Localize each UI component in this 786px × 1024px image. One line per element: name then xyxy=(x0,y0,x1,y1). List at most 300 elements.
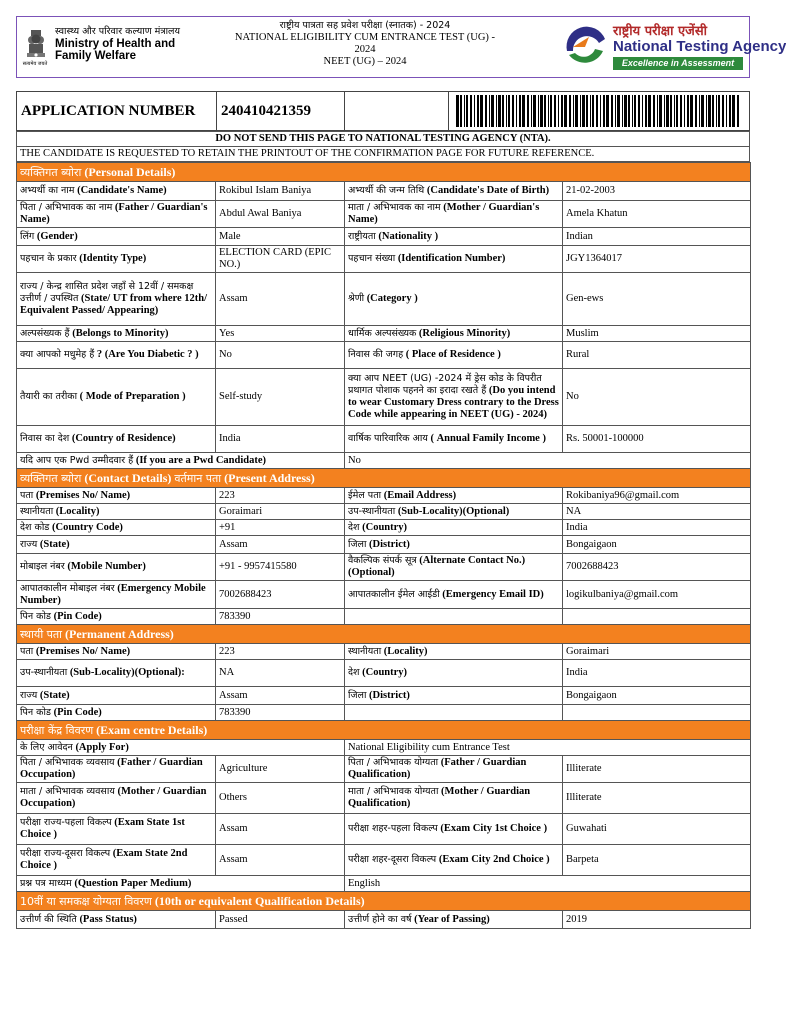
section-permanent-address xyxy=(17,625,751,644)
qualification-row-value-1: Passed xyxy=(216,911,345,929)
section-qualification-title xyxy=(17,892,751,911)
contact-row-value-1: Goraimari xyxy=(216,504,345,520)
medium-row-label-english: (Question Paper Medium) xyxy=(74,877,192,889)
section-qualification xyxy=(17,892,751,911)
personal-row-label-2-hindi: धार्मिक अल्पसंख्यक xyxy=(348,327,417,339)
qualification-row xyxy=(17,911,751,929)
personal-row-label-2-hindi: श्रेणी xyxy=(348,293,365,304)
exam-row-label-2-english: (Exam City 2nd Choice ) xyxy=(438,854,550,865)
barcode-bar xyxy=(498,95,501,127)
personal-row-label-2-english: (Mother / Guardian's Name) xyxy=(348,202,540,225)
section-personal-details-title-part-0: व्यक्तिगत ब्योरा xyxy=(20,165,82,179)
barcode-bar xyxy=(708,95,711,127)
qualification-row-label-1-english: (Pass Status) xyxy=(79,913,137,925)
exam-row xyxy=(17,783,751,814)
personal-row-value-1: Rokibul Islam Baniya xyxy=(216,182,345,201)
qualification-row-label-2-english: (Year of Passing) xyxy=(414,913,490,925)
personal-row-label-2-english: ( Annual Family Income ) xyxy=(430,433,546,444)
barcode-bar xyxy=(554,95,556,127)
application-number-spacer xyxy=(345,92,449,130)
permanent-row-label-1 xyxy=(17,705,216,721)
ministry-name-english-1: Ministry of Health and xyxy=(55,38,176,50)
barcode-bar xyxy=(648,95,651,127)
personal-row-label-2-hindi: क्या आप NEET (UG) -2024 में ड्रेस कोड के विपरीत प्रथागत पोशाक पहनने का इरादा रखते हैं xyxy=(348,373,542,396)
personal-row-label-1-hindi: अल्पसंख्यक हैं xyxy=(20,327,70,339)
contact-row-label-1 xyxy=(17,488,216,504)
personal-row-value-1: No xyxy=(216,342,345,369)
barcode-bar xyxy=(466,95,468,127)
permanent-row-label-1-hindi: पता xyxy=(20,645,34,657)
barcode-bar xyxy=(508,95,510,127)
barcode-image xyxy=(454,95,744,127)
barcode-bar xyxy=(527,95,529,127)
personal-row xyxy=(17,326,751,342)
contact-row-label-1-hindi: स्थानीयता xyxy=(20,505,54,517)
contact-row-label-2-hindi: उप-स्थानीयता xyxy=(348,505,396,517)
section-permanent-address-title-part-0: स्थायी पता xyxy=(20,627,63,641)
exam-row-label-1 xyxy=(17,756,216,783)
barcode-bar xyxy=(548,95,549,127)
contact-row-label-1-english: (Country Code) xyxy=(52,521,123,533)
barcode-bar xyxy=(550,95,552,127)
section-contact-details-title-part-2: वर्तमान पता xyxy=(174,471,222,485)
exam-row-label-2-english: (Exam City 1st Choice ) xyxy=(440,823,548,834)
personal-row-label-2 xyxy=(345,182,563,201)
barcode-bar xyxy=(632,95,633,127)
barcode-bar xyxy=(590,95,591,127)
personal-row xyxy=(17,342,751,369)
contact-row-label-1 xyxy=(17,609,216,625)
personal-row-label-1 xyxy=(17,228,216,246)
medium-row-value: English xyxy=(345,876,751,892)
contact-row-label-1 xyxy=(17,504,216,520)
section-qualification-title-part-1: (10th or equivalent Qualification Details) xyxy=(154,893,365,908)
barcode-bar xyxy=(480,95,483,127)
notice-table xyxy=(16,131,750,162)
barcode-bar xyxy=(586,95,588,127)
barcode-bar xyxy=(653,95,655,127)
personal-row-label-1-hindi: लिंग xyxy=(20,230,35,242)
exam-row-label-2-hindi: पिता / अभिभावक योग्यता xyxy=(348,757,439,768)
contact-row-value-2: India xyxy=(563,520,751,536)
barcode-bar xyxy=(615,95,616,127)
barcode-bar xyxy=(558,95,559,127)
permanent-row-label-1-english: (Pin Code) xyxy=(53,706,102,718)
contact-row-value-1: Assam xyxy=(216,536,345,554)
barcode-bar xyxy=(533,95,536,127)
section-contact-details-title-part-0: व्यक्तिगत ब्योरा xyxy=(20,471,82,485)
barcode-bar xyxy=(659,95,662,127)
contact-row-label-1-english: (Premises No/ Name) xyxy=(35,489,131,501)
barcode-bar xyxy=(596,95,598,127)
barcode-bar xyxy=(540,95,543,127)
permanent-row-label-1-hindi: उप-स्थानीयता xyxy=(20,667,68,678)
barcode-bar xyxy=(573,95,574,127)
personal-row-value-1: India xyxy=(216,426,345,453)
contact-row-label-2 xyxy=(345,520,563,536)
section-exam-centre xyxy=(17,721,751,740)
barcode-bar xyxy=(600,95,601,127)
personal-row xyxy=(17,369,751,426)
permanent-row-label-1-english: (State) xyxy=(39,689,70,701)
personal-row-value-2: 21-02-2003 xyxy=(563,182,751,201)
exam-row-label-1 xyxy=(17,783,216,814)
barcode-bar xyxy=(712,95,714,127)
personal-row-label-1 xyxy=(17,246,216,273)
personal-row-label-1-english: (State/ UT from where 12th/ Equivalent Passed/ Appearing) xyxy=(20,293,208,316)
personal-row-label-2 xyxy=(345,426,563,453)
permanent-row-label-1-english: (Premises No/ Name) xyxy=(35,645,131,657)
barcode-bar xyxy=(701,95,704,127)
personal-row-label-2-hindi: अभ्यर्थी की जन्म तिथि xyxy=(348,185,425,196)
apply-for-row-value: National Eligibility cum Entrance Test xyxy=(345,740,751,756)
exam-row-label-2-hindi: परीक्षा शहर-दूसरा विकल्प xyxy=(348,854,437,865)
barcode-bar xyxy=(477,95,479,127)
exam-row-value-1: Others xyxy=(216,783,345,814)
permanent-row-value-2: Goraimari xyxy=(563,644,751,660)
personal-row-label-2-english: (Religious Minority) xyxy=(418,327,511,339)
nta-name-english: National Testing Agency xyxy=(613,38,786,55)
barcode-bar xyxy=(670,95,672,127)
exam-row-label-1-hindi: परीक्षा राज्य-दूसरा विकल्प xyxy=(20,848,111,859)
barcode-bar xyxy=(522,95,525,127)
permanent-row-label-2-hindi: जिला xyxy=(348,689,367,701)
qualification-row-label-2-hindi: उत्तीर्ण होने का वर्ष xyxy=(348,913,412,925)
contact-row-value-2 xyxy=(563,609,751,625)
permanent-row-label-1 xyxy=(17,660,216,687)
section-contact-details-title xyxy=(17,469,751,488)
contact-row-label-1-english: (Mobile Number) xyxy=(67,561,146,572)
personal-row-label-1-english: (Gender) xyxy=(36,230,78,242)
contact-row-label-1-english: (Pin Code) xyxy=(53,610,102,622)
section-qualification-title-part-0: 10वीं या समकक्ष योग्यता विवरण xyxy=(20,894,152,908)
contact-row-label-1-hindi: पिन कोड xyxy=(20,610,51,622)
permanent-row-label-2-english: (District) xyxy=(369,689,410,701)
personal-row-value-1: Abdul Awal Baniya xyxy=(216,201,345,228)
barcode-bar xyxy=(687,95,689,127)
contact-row xyxy=(17,520,751,536)
personal-row-label-2-hindi: पहचान संख्या xyxy=(348,253,396,264)
section-exam-centre-title-part-1: (Exam centre Details) xyxy=(96,722,208,737)
contact-row-label-2-hindi: वैकल्पिक संपर्क सूत्र xyxy=(348,555,417,566)
barcode-bar xyxy=(544,95,546,127)
barcode-bar xyxy=(664,95,665,127)
barcode-bar xyxy=(456,95,459,127)
barcode-bar xyxy=(575,95,578,127)
contact-row-value-2: NA xyxy=(563,504,751,520)
personal-row-label-1-hindi: अभ्यर्थी का नाम xyxy=(20,185,75,196)
personal-row-value-2: No xyxy=(563,369,751,426)
permanent-row-label-2 xyxy=(345,660,563,687)
barcode-bar xyxy=(519,95,521,127)
personal-row-label-1 xyxy=(17,369,216,426)
exam-row-value-1: Assam xyxy=(216,845,345,876)
exam-row-label-1-english: (Exam State 2nd Choice ) xyxy=(20,848,188,871)
personal-row-label-1-english: ? (Are You Diabetic ? ) xyxy=(96,349,199,360)
permanent-row-value-1: NA xyxy=(216,660,345,687)
exam-title-english-3: NEET (UG) – 2024 xyxy=(323,56,407,67)
apply-for-row-label-hindi: के लिए आवेदन xyxy=(20,741,73,753)
exam-title xyxy=(213,20,517,68)
pwd-row-label xyxy=(17,453,345,469)
nta-tagline: Excellence in Assessment xyxy=(613,57,743,70)
barcode-bar xyxy=(718,95,720,127)
personal-row-label-1 xyxy=(17,426,216,453)
exam-row-label-2 xyxy=(345,814,563,845)
barcode-bar xyxy=(684,95,685,127)
barcode-bar xyxy=(582,95,585,127)
barcode-bar xyxy=(580,95,581,127)
personal-row-value-2: Muslim xyxy=(563,326,751,342)
barcode-bar xyxy=(624,95,627,127)
permanent-row xyxy=(17,644,751,660)
permanent-row-label-1 xyxy=(17,644,216,660)
barcode-bar xyxy=(485,95,487,127)
contact-row-value-1: +91 xyxy=(216,520,345,536)
barcode-bar xyxy=(657,95,658,127)
contact-row xyxy=(17,536,751,554)
ministry-name-english-2: Family Welfare xyxy=(55,50,136,62)
permanent-row-label-2 xyxy=(345,705,563,721)
permanent-row-value-1: 783390 xyxy=(216,705,345,721)
pwd-row-value: No xyxy=(345,453,751,469)
barcode-bar xyxy=(561,95,563,127)
contact-row-label-2 xyxy=(345,504,563,520)
personal-row-label-1-hindi: निवास का देश xyxy=(20,433,70,444)
permanent-row-label-1-hindi: पिन कोड xyxy=(20,706,51,718)
personal-row-label-1-english: (Identity Type) xyxy=(79,253,147,264)
barcode-bar xyxy=(642,95,643,127)
permanent-row-label-1 xyxy=(17,687,216,705)
barcode-bar xyxy=(611,95,613,127)
exam-row-value-2: Barpeta xyxy=(563,845,751,876)
exam-row-label-1-hindi: पिता / अभिभावक व्यवसाय xyxy=(20,757,115,768)
contact-row xyxy=(17,581,751,609)
permanent-row-label-2 xyxy=(345,687,563,705)
contact-row xyxy=(17,554,751,581)
permanent-row-label-1-english: (Sub-Locality)(Optional): xyxy=(69,667,185,678)
qualification-row-label-1 xyxy=(17,911,216,929)
personal-row-label-2-hindi: वार्षिक पारिवारिक आय xyxy=(348,433,428,444)
barcode-bar xyxy=(502,95,504,127)
contact-row-label-2-english: (Emergency Email ID) xyxy=(442,588,544,600)
exam-row-label-1 xyxy=(17,845,216,876)
national-emblem-icon xyxy=(23,27,49,65)
permanent-row-value-2 xyxy=(563,705,751,721)
permanent-row xyxy=(17,687,751,705)
permanent-row-label-2-hindi: स्थानीयता xyxy=(348,645,382,657)
personal-row-value-1: Self-study xyxy=(216,369,345,426)
personal-row-label-1 xyxy=(17,273,216,326)
section-personal-details-title-part-1: (Personal Details) xyxy=(84,164,176,179)
medium-row-label xyxy=(17,876,345,892)
exam-row-label-2-hindi: माता / अभिभावक योग्यता xyxy=(348,786,439,797)
contact-row-label-2-hindi: आपातकालीन ईमेल आईडी xyxy=(348,588,440,600)
personal-row-value-1: ELECTION CARD (EPIC NO.) xyxy=(216,246,345,273)
personal-row-label-2 xyxy=(345,201,563,228)
personal-row-value-2: Gen-ews xyxy=(563,273,751,326)
exam-title-english-1: NATIONAL ELIGIBILITY CUM ENTRANCE TEST (UG) - xyxy=(234,32,496,43)
personal-row xyxy=(17,426,751,453)
exam-row-label-1-hindi: परीक्षा राज्य-पहला विकल्प xyxy=(20,817,112,828)
barcode-bar xyxy=(674,95,675,127)
barcode-bar xyxy=(512,95,514,127)
personal-row-label-1-hindi: तैयारी का तरीका xyxy=(20,391,78,402)
barcode-bar xyxy=(622,95,623,127)
medium-row xyxy=(17,876,751,892)
exam-title-hindi: राष्ट्रीय पात्रता सह प्रवेश परीक्षा (स्नातक) - 2024 xyxy=(279,20,451,31)
notice-do-not-send: DO NOT SEND THIS PAGE TO NATIONAL TESTING AGENCY (NTA). xyxy=(17,132,750,147)
contact-row-label-2 xyxy=(345,581,563,609)
permanent-row-label-2 xyxy=(345,644,563,660)
barcode-bar xyxy=(634,95,636,127)
personal-row-label-1 xyxy=(17,201,216,228)
personal-row xyxy=(17,273,751,326)
personal-row-label-2-english: ( Place of Residence ) xyxy=(405,349,501,360)
barcode-bar xyxy=(716,95,717,127)
medium-row-label-hindi: प्रश्न पत्र माध्यम xyxy=(20,877,72,889)
notice-retain-printout: THE CANDIDATE IS REQUESTED TO RETAIN THE PRINTOUT OF THE CONFIRMATION PAGE FOR FUTURE REFERENCE. xyxy=(17,147,750,162)
details-table xyxy=(16,162,751,929)
personal-row-label-2 xyxy=(345,246,563,273)
contact-row-label-2-hindi: देश xyxy=(348,521,360,533)
personal-row-value-2: Rs. 50001-100000 xyxy=(563,426,751,453)
exam-row-label-2-english: (Father / Guardian Qualification) xyxy=(348,757,527,780)
permanent-row-label-2-english: (Country) xyxy=(362,667,408,678)
personal-row-label-2-english: (Do you intend to wear Customary Dress contrary to the Dress Code while appearing in NEET (UG) - 2024) xyxy=(348,385,559,420)
section-permanent-address-title-part-1: (Permanent Address) xyxy=(65,626,174,641)
nta-name-hindi: राष्ट्रीय परीक्षा एजेंसी xyxy=(613,24,707,39)
permanent-row xyxy=(17,705,751,721)
exam-row-label-1 xyxy=(17,814,216,845)
contact-row xyxy=(17,504,751,520)
section-contact-details-title-part-3: (Present Address) xyxy=(224,470,315,485)
personal-row xyxy=(17,246,751,273)
section-permanent-address-title xyxy=(17,625,751,644)
contact-row-label-2 xyxy=(345,536,563,554)
contact-row-value-2: Rokibaniya96@gmail.com xyxy=(563,488,751,504)
page-header xyxy=(16,16,786,78)
personal-row-label-1-english: ( Mode of Preparation ) xyxy=(79,391,186,402)
contact-row-value-2: 7002688423 xyxy=(563,554,751,581)
permanent-row-value-2: Bongaigaon xyxy=(563,687,751,705)
qualification-row-value-2: 2019 xyxy=(563,911,751,929)
barcode-bar xyxy=(564,95,567,127)
personal-row-label-2 xyxy=(345,369,563,426)
contact-row-label-1-hindi: पता xyxy=(20,489,34,501)
permanent-row-label-1-hindi: राज्य xyxy=(20,689,38,701)
exam-row-value-1: Agriculture xyxy=(216,756,345,783)
contact-row-label-2-english: (District) xyxy=(369,538,410,550)
personal-row-label-1 xyxy=(17,342,216,369)
personal-row-value-1: Yes xyxy=(216,326,345,342)
contact-row xyxy=(17,488,751,504)
personal-row-label-2-english: (Category ) xyxy=(366,293,418,304)
personal-row-label-2 xyxy=(345,273,563,326)
permanent-row-value-1: Assam xyxy=(216,687,345,705)
personal-row-label-1-english: (Candidate's Name) xyxy=(77,185,167,196)
exam-row-label-1-english: (Exam State 1st Choice ) xyxy=(20,817,185,840)
barcode-bar xyxy=(474,95,475,127)
barcode-bar xyxy=(489,95,490,127)
exam-row-label-2 xyxy=(345,845,563,876)
contact-row-label-2 xyxy=(345,554,563,581)
apply-for-row xyxy=(17,740,751,756)
section-contact-details-title-part-1: (Contact Details) xyxy=(84,470,172,485)
contact-row-value-1: 223 xyxy=(216,488,345,504)
ministry-name xyxy=(55,26,180,62)
exam-row-label-2-hindi: परीक्षा शहर-पहला विकल्प xyxy=(348,823,438,834)
personal-row-label-2 xyxy=(345,342,563,369)
personal-row-label-2 xyxy=(345,228,563,246)
personal-row-label-1-hindi: पिता / अभिभावक का नाम xyxy=(20,202,113,213)
contact-row-label-1-hindi: आपातकालीन मोबाइल नंबर xyxy=(20,582,115,594)
barcode-bar xyxy=(464,95,465,127)
barcode-bar xyxy=(538,95,539,127)
barcode-bar xyxy=(606,95,609,127)
section-personal-details-title xyxy=(17,163,751,182)
barcode-bar xyxy=(491,95,494,127)
qualification-row-label-1-hindi: उत्तीर्ण की स्थिति xyxy=(20,913,77,925)
personal-row-label-1-english: (Country of Residence) xyxy=(71,433,176,444)
personal-row-label-2-english: (Candidate's Date of Birth) xyxy=(426,185,550,196)
barcode-bar xyxy=(470,95,472,127)
barcode-bar xyxy=(617,95,620,127)
barcode-bar xyxy=(569,95,571,127)
barcode-bar xyxy=(531,95,532,127)
nta-swoosh-icon xyxy=(563,21,609,67)
exam-row xyxy=(17,756,751,783)
barcode-bar xyxy=(680,95,682,127)
exam-row-value-2: Illiterate xyxy=(563,756,751,783)
barcode-bar xyxy=(706,95,707,127)
contact-row-label-2-hindi: ईमेल पता xyxy=(348,489,382,501)
pwd-row-label-english: (If you are a Pwd Candidate) xyxy=(135,454,267,466)
section-contact-details xyxy=(17,469,751,488)
emblem-caption: सत्यमेव जयते xyxy=(22,61,48,67)
contact-row-label-2 xyxy=(345,609,563,625)
contact-row-value-2: logikulbaniya@gmail.com xyxy=(563,581,751,609)
pwd-row xyxy=(17,453,751,469)
pwd-row-label-hindi: यदि आप एक Pwd उम्मीदवार हैं xyxy=(20,454,134,466)
contact-row-label-1-hindi: देश कोड xyxy=(20,521,50,533)
personal-row-value-1: Assam xyxy=(216,273,345,326)
exam-row-label-1-hindi: माता / अभिभावक व्यवसाय xyxy=(20,786,115,797)
confirmation-page xyxy=(16,16,786,929)
barcode-bar xyxy=(603,95,605,127)
personal-row-label-1 xyxy=(17,182,216,201)
contact-row-label-2-english: (Alternate Contact No.) (Optional) xyxy=(348,555,526,578)
contact-row-label-1-hindi: राज्य xyxy=(20,538,38,550)
contact-row-label-2-english: (Email Address) xyxy=(383,489,457,501)
exam-row-value-2: Illiterate xyxy=(563,783,751,814)
personal-row-value-2: JGY1364017 xyxy=(563,246,751,273)
personal-row-label-1-hindi: पहचान के प्रकार xyxy=(20,253,77,264)
personal-row-label-2-hindi: माता / अभिभावक का नाम xyxy=(348,202,441,213)
contact-row-label-1-english: (Emergency Mobile Number) xyxy=(20,582,206,606)
personal-row-label-2-english: (Nationality ) xyxy=(378,230,439,242)
personal-row-label-2-hindi: निवास की जगह xyxy=(348,349,404,360)
ministry-name-hindi: स्वास्थ्य और परिवार कल्याण मंत्रालय xyxy=(55,26,180,37)
barcode-bar xyxy=(592,95,594,127)
personal-row-label-2 xyxy=(345,326,563,342)
personal-row-label-1 xyxy=(17,326,216,342)
exam-row-value-2: Guwahati xyxy=(563,814,751,845)
apply-for-row-label xyxy=(17,740,345,756)
permanent-row-label-2-hindi: देश xyxy=(348,667,360,678)
barcode-bar xyxy=(699,95,700,127)
barcode-bar xyxy=(496,95,497,127)
